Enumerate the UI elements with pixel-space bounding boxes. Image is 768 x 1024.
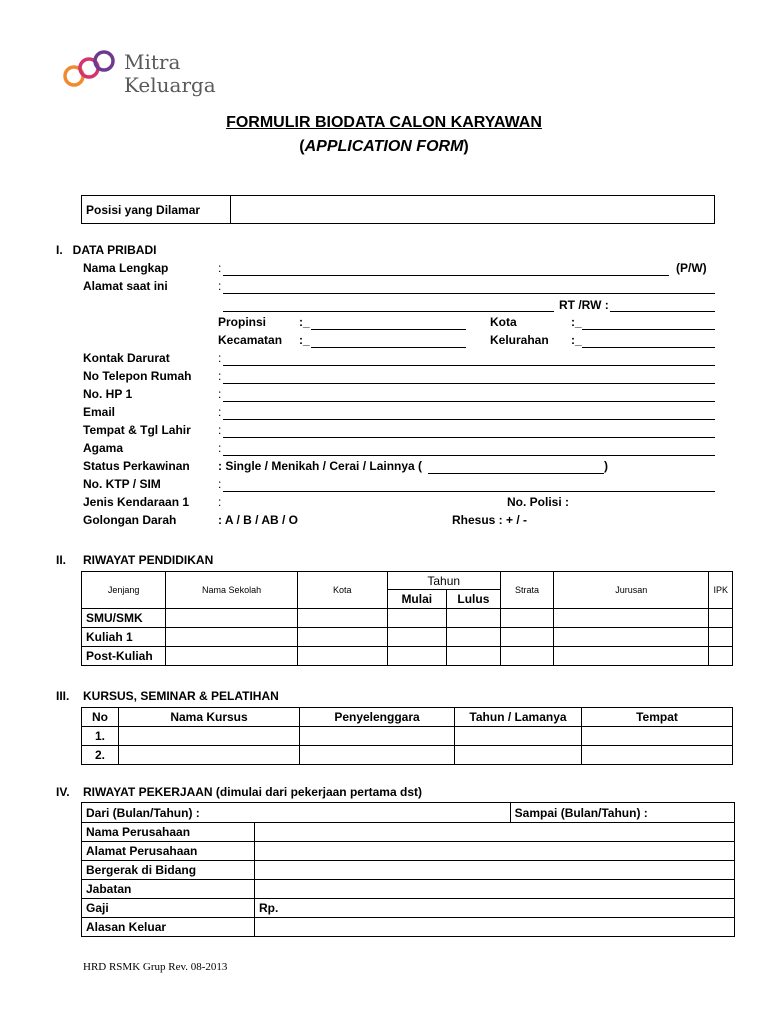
- section2-number: II.: [56, 553, 67, 567]
- colon: :: [218, 369, 222, 383]
- table-row: [82, 899, 735, 918]
- status-other-line[interactable]: [428, 473, 604, 474]
- colon: :: [218, 477, 222, 491]
- row-label: Bergerak di Bidang: [82, 861, 255, 880]
- field-label-alamat: Alamat saat ini: [83, 279, 168, 293]
- ktp-line[interactable]: [223, 491, 715, 492]
- section3-title: KURSUS, SEMINAR & PELATIHAN: [83, 689, 279, 703]
- position-input[interactable]: [231, 196, 715, 224]
- col-jurusan: Jurusan: [554, 572, 709, 609]
- kelurahan-colon: :_: [571, 333, 582, 347]
- section4-title: RIWAYAT PEKERJAAN (dimulai dari pekerjaan pertama dst): [83, 785, 422, 799]
- row-number: 1.: [82, 727, 119, 746]
- row-label: SMU/SMK: [82, 609, 166, 628]
- paren-close: ): [463, 138, 469, 155]
- row-label: Alamat Perusahaan: [82, 842, 255, 861]
- field-label-nama: Nama Lengkap: [83, 261, 169, 275]
- no-polisi-label: No. Polisi :: [507, 495, 570, 509]
- kecamatan-label: Kecamatan: [218, 333, 283, 347]
- ttl-line[interactable]: [223, 437, 715, 438]
- col-strata: Strata: [500, 572, 553, 609]
- field-label-agama: Agama: [83, 441, 124, 455]
- col-nama-kursus: Nama Kursus: [119, 708, 300, 727]
- col-tahun-lamanya: Tahun / Lamanya: [455, 708, 582, 727]
- education-table: [81, 571, 733, 666]
- rtrw-line[interactable]: [610, 311, 715, 312]
- field-label-hp: No. HP 1: [83, 387, 133, 401]
- alamat-line-2[interactable]: [223, 311, 554, 312]
- table-row: [82, 823, 735, 842]
- field-label-status: Status Perkawinan: [83, 459, 190, 473]
- col-no: No: [82, 708, 119, 727]
- field-label-golongan: Golongan Darah: [83, 513, 177, 527]
- table-row: [82, 861, 735, 880]
- colon: :: [218, 351, 222, 365]
- status-options: : Single / Menikah / Cerai / Lainnya (: [218, 459, 423, 473]
- kota-colon: :_: [571, 315, 582, 329]
- table-row: [82, 628, 733, 647]
- col-lulus: Lulus: [446, 590, 500, 609]
- col-ipk: IPK: [709, 572, 733, 609]
- colon: :: [218, 405, 222, 419]
- field-label-kendaraan: Jenis Kendaraan 1: [83, 495, 190, 509]
- logo-text-line2: Keluarga: [124, 73, 216, 97]
- table-row: [82, 609, 733, 628]
- kelurahan-label: Kelurahan: [490, 333, 549, 347]
- col-kota: Kota: [297, 572, 387, 609]
- table-row: [82, 842, 735, 861]
- paren-open: (: [299, 138, 305, 155]
- colon: :: [218, 441, 222, 455]
- section2-title: RIWAYAT PENDIDIKAN: [83, 553, 214, 567]
- row-label: Gaji: [82, 899, 255, 918]
- kota-label: Kota: [490, 315, 517, 329]
- colon: :: [218, 261, 222, 275]
- dari-label[interactable]: Dari (Bulan/Tahun) :: [82, 803, 511, 823]
- status-close-paren: ): [604, 459, 608, 473]
- interlinked-rings-logo-icon: [60, 48, 122, 94]
- field-label-telepon: No Telepon Rumah: [83, 369, 192, 383]
- section1-heading: I. DATA PRIBADI: [56, 243, 157, 257]
- col-mulai: Mulai: [387, 590, 446, 609]
- rhesus-label: Rhesus : + / -: [452, 513, 528, 527]
- colon: :: [218, 387, 222, 401]
- form-subtitle: [0, 138, 768, 156]
- section4-number: IV.: [56, 785, 70, 799]
- table-row: [82, 647, 733, 666]
- row-number: 2.: [82, 746, 119, 765]
- row-label: Jabatan: [82, 880, 255, 899]
- email-line[interactable]: [223, 419, 715, 420]
- gender-option: (P/W): [676, 261, 707, 275]
- form-title: FORMULIR BIODATA CALON KARYAWAN: [226, 114, 542, 131]
- kelurahan-line[interactable]: [582, 347, 715, 348]
- row-label: Nama Perusahaan: [82, 823, 255, 842]
- blood-options: : A / B / AB / O: [218, 513, 298, 527]
- field-label-email: Email: [83, 405, 116, 419]
- field-label-ktp: No. KTP / SIM: [83, 477, 161, 491]
- section3-number: III.: [56, 689, 70, 703]
- sampai-label[interactable]: Sampai (Bulan/Tahun) :: [510, 803, 734, 823]
- position-label: Posisi yang Dilamar: [82, 196, 231, 224]
- nama-line[interactable]: [223, 275, 669, 276]
- colon: :: [218, 495, 222, 509]
- row-label: Kuliah 1: [82, 628, 166, 647]
- row-label: Post-Kuliah: [82, 647, 166, 666]
- table-row: [82, 918, 735, 937]
- kota-line[interactable]: [582, 329, 715, 330]
- telepon-line[interactable]: [223, 383, 715, 384]
- footer-revision: HRD RSMK Grup Rev. 08-2013: [83, 961, 228, 973]
- table-row: [82, 746, 733, 765]
- col-tempat: Tempat: [582, 708, 733, 727]
- form-subtitle-text: APPLICATION FORM: [304, 138, 464, 155]
- kecamatan-colon: :_: [299, 333, 310, 347]
- colon: :: [218, 279, 222, 293]
- logo-text-line1: Mitra: [124, 50, 181, 74]
- col-tahun: Tahun: [387, 572, 500, 590]
- colon: :: [218, 423, 222, 437]
- field-label-ttl: Tempat & Tgl Lahir: [83, 423, 191, 437]
- courses-table: [81, 707, 733, 765]
- row-label: Alasan Keluar: [82, 918, 255, 937]
- table-row: [82, 727, 733, 746]
- hp-line[interactable]: [223, 401, 715, 402]
- gaji-value[interactable]: Rp.: [255, 899, 735, 918]
- work-history-table: [81, 802, 735, 937]
- propinsi-colon: :_: [299, 315, 310, 329]
- propinsi-line[interactable]: [311, 329, 466, 330]
- agama-line[interactable]: [223, 455, 715, 456]
- table-row: [82, 880, 735, 899]
- propinsi-label: Propinsi: [218, 315, 267, 329]
- rtrw-label: RT /RW :: [559, 298, 609, 312]
- col-jenjang: Jenjang: [82, 572, 166, 609]
- col-penyelenggara: Penyelenggara: [300, 708, 455, 727]
- alamat-line-1[interactable]: [223, 293, 715, 294]
- logo: [60, 48, 230, 98]
- col-nama-sekolah: Nama Sekolah: [166, 572, 298, 609]
- position-table: [81, 195, 715, 224]
- kecamatan-line[interactable]: [311, 347, 466, 348]
- kontak-line[interactable]: [223, 365, 715, 366]
- field-label-kontak: Kontak Darurat: [83, 351, 170, 365]
